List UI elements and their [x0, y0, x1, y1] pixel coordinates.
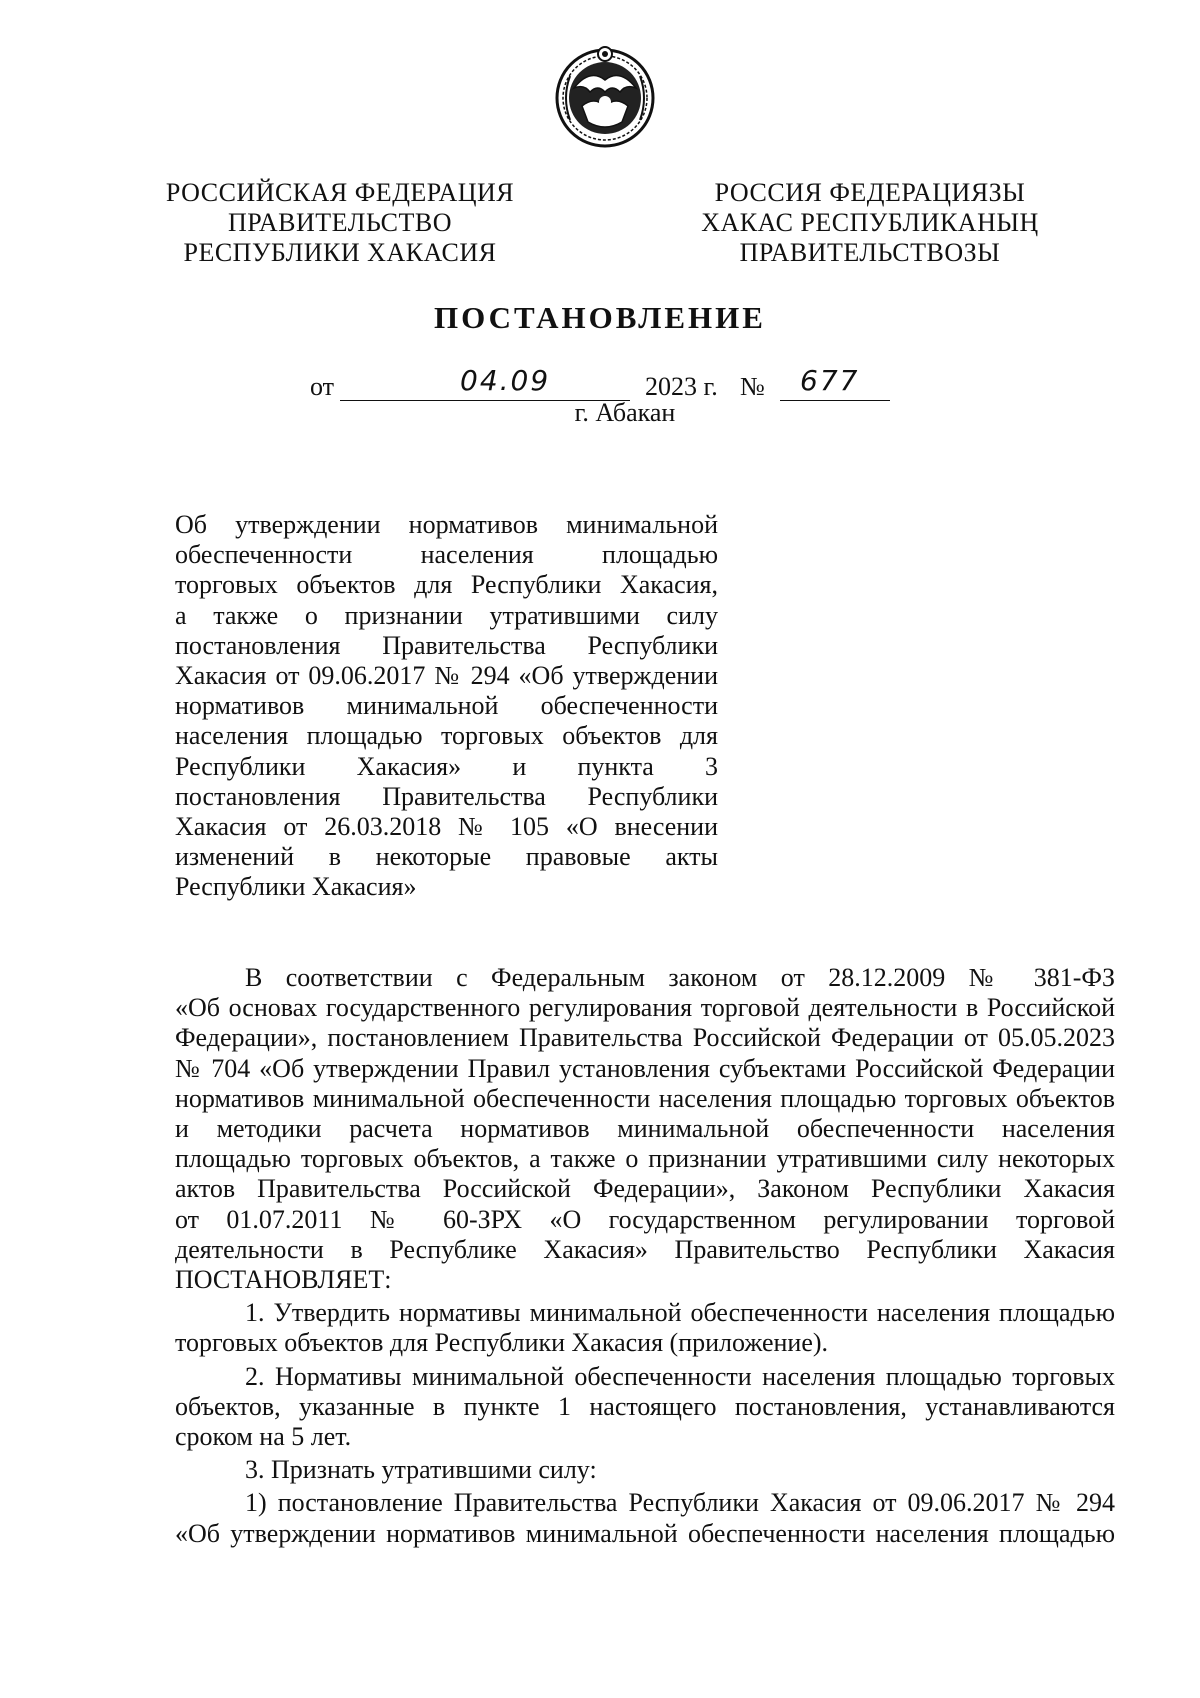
body-line: 3. Признать утратившими силу:: [245, 1455, 597, 1485]
subject-line: Республики Хакасия» и пункта 3: [175, 751, 718, 781]
city-name: г. Абакан: [574, 398, 676, 427]
header-right-line: РОССИЯ ФЕДЕРАЦИЯЗЫ: [714, 178, 1026, 207]
subject-line: а также о признании утратившими силу: [175, 600, 718, 630]
header-left-line: РЕСПУБЛИКИ ХАКАСИЯ: [183, 238, 497, 267]
header-right-line: ХАКАС РЕСПУБЛИКАНЫҢ: [701, 208, 1039, 237]
subject-line: Республики Хакасия»: [175, 872, 417, 902]
year-text: 2023 г.: [645, 372, 718, 401]
body-line: площадью торговых объектов, а также о признании утратившими силу некоторых: [175, 1144, 1115, 1174]
coat-of-arms-emblem: [550, 40, 660, 152]
body-line: и методики расчета нормативов минимальной обеспеченности населения: [175, 1114, 1115, 1144]
body-line: от 01.07.2011 № 60-ЗРХ «О государственном регулировании торговой: [175, 1204, 1115, 1234]
subject-line: постановления Правительства Республики: [175, 630, 718, 660]
subject-line: постановления Правительства Республики: [175, 781, 718, 811]
body-line: 1. Утвердить нормативы минимальной обеспеченности населения площадью: [245, 1298, 1115, 1328]
header-left-russian: [150, 178, 530, 268]
document-title: ПОСТАНОВЛЕНИЕ: [434, 300, 766, 335]
subject-line: населения площадью торговых объектов для: [175, 721, 718, 751]
body-line: Федерации», постановлением Правительства Российской Федерации от 05.05.2023: [175, 1023, 1115, 1053]
body-line: № 704 «Об утверждении Правил установления субъектами Российской Федерации: [175, 1053, 1115, 1083]
header-right-khakas: [670, 178, 1070, 268]
subject-line: изменений в некоторые правовые акты: [175, 842, 718, 872]
body-line: нормативов минимальной обеспеченности населения площадью торговых объектов: [175, 1083, 1115, 1113]
body-line: объектов, указанные в пункте 1 настоящего постановления, устанавливаются: [175, 1391, 1115, 1421]
subject-line: обеспеченности населения площадью: [175, 540, 718, 570]
date-prefix: от: [310, 372, 335, 401]
subject-line: торговых объектов для Республики Хакасия,: [175, 570, 718, 600]
body-line: ПОСТАНОВЛЯЕТ:: [175, 1265, 392, 1295]
header-left-line: ПРАВИТЕЛЬСТВО: [228, 208, 452, 237]
body-line: актов Правительства Российской Федерации», Законом Республики Хакасия: [175, 1174, 1115, 1204]
subject-line: нормативов минимальной обеспеченности: [175, 691, 718, 721]
document-body: [175, 963, 1115, 1549]
handwritten-date: 04.09: [460, 364, 551, 397]
body-line: 1) постановление Правительства Республики Хакасия от 09.06.2017 № 294: [245, 1488, 1115, 1518]
subject-line: Хакасия от 09.06.2017 № 294 «Об утверждении: [175, 661, 718, 691]
body-line: В соответствии с Федеральным законом от 28.12.2009 № 381-ФЗ: [245, 963, 1115, 992]
body-line: торговых объектов для Республики Хакасия (приложение).: [175, 1328, 829, 1358]
body-line: 2. Нормативы минимальной обеспеченности населения площадью торговых: [245, 1361, 1115, 1391]
body-line: сроком на 5 лет.: [175, 1422, 352, 1452]
subject-line: Об утверждении нормативов минимальной: [175, 510, 718, 539]
header-right-line: ПРАВИТЕЛЬСТВОЗЫ: [739, 238, 1001, 267]
header-left-line: РОССИЙСКАЯ ФЕДЕРАЦИЯ: [165, 178, 515, 207]
body-line: деятельности в Республике Хакасия» Правительство Республики Хакасия: [175, 1234, 1115, 1264]
document-subject: [175, 510, 718, 903]
number-label: №: [740, 372, 765, 401]
body-line: «Об основах государственного регулирования торговой деятельности в Российской: [175, 993, 1115, 1023]
subject-line: Хакасия от 26.03.2018 № 105 «О внесении: [175, 812, 718, 842]
handwritten-number: 677: [800, 364, 860, 397]
body-line: «Об утверждении нормативов минимальной обеспеченности населения площадью: [175, 1518, 1115, 1548]
